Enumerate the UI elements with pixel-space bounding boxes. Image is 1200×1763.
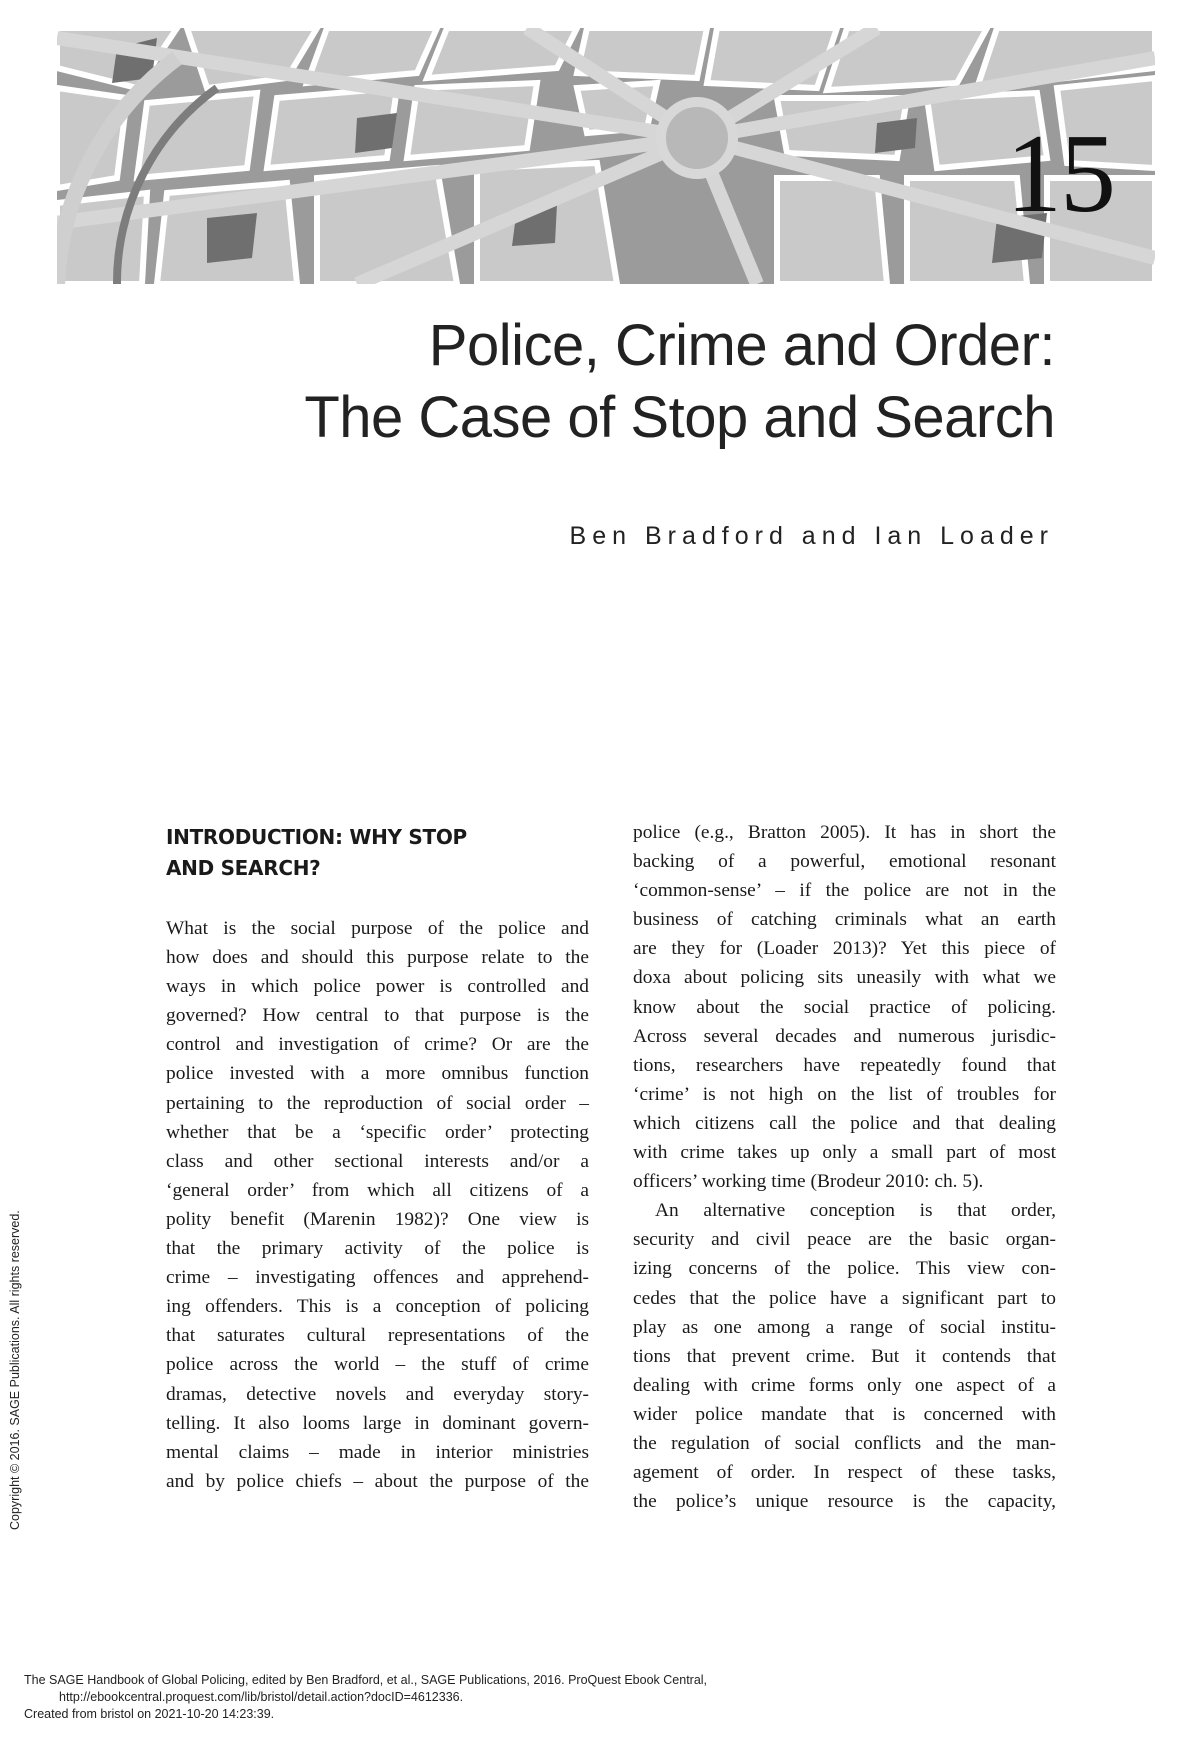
- body-line: cedes that the police have a significant part to: [633, 1287, 1056, 1309]
- section-heading-line-2: AND SEARCH?: [166, 856, 321, 880]
- body-line: security and civil peace are the basic organ-: [633, 1229, 1056, 1251]
- body-line: governed? How central to that purpose is the: [166, 1005, 589, 1027]
- body-line: officers’ working time (Brodeur 2010: ch. 5).: [633, 1171, 984, 1193]
- chapter-number: 15: [1006, 112, 1114, 236]
- body-line: tions that prevent crime. But it contends that: [633, 1345, 1056, 1367]
- body-line: agement of order. In respect of these tasks,: [633, 1462, 1056, 1484]
- body-line: and by police chiefs – about the purpose of the: [166, 1470, 589, 1492]
- body-line: dealing with crime forms only one aspect of a: [633, 1374, 1056, 1396]
- body-line: izing concerns of the police. This view con-: [633, 1258, 1056, 1280]
- chapter-authors: Ben Bradford and Ian Loader: [569, 522, 1054, 550]
- section-heading: [166, 822, 467, 884]
- citation-footer: [24, 1672, 707, 1723]
- body-line: business of catching criminals what an earth: [633, 909, 1056, 931]
- chapter-title: [304, 310, 1055, 454]
- body-line: backing of a powerful, emotional resonant: [633, 851, 1056, 873]
- body-line: that the primary activity of the police is: [166, 1238, 589, 1260]
- body-line: tions, researchers have repeatedly found that: [633, 1054, 1056, 1076]
- body-line: ways in which police power is controlled and: [166, 976, 589, 998]
- body-line: play as one among a range of social institu-: [633, 1316, 1056, 1338]
- body-line: Across several decades and numerous jurisdic-: [633, 1025, 1056, 1047]
- body-line: class and other sectional interests and/or a: [166, 1150, 589, 1172]
- chapter-title-line-2: The Case of Stop and Search: [304, 385, 1055, 450]
- body-line: police invested with a more omnibus function: [166, 1063, 589, 1085]
- body-line: telling. It also looms large in dominant govern-: [166, 1412, 589, 1434]
- side-copyright-notice: Copyright © 2016. SAGE Publications. All rights reserved.: [8, 1210, 22, 1530]
- body-line: know about the social practice of policing.: [633, 996, 1056, 1018]
- body-line: whether that be a ‘specific order’ protecting: [166, 1121, 589, 1143]
- body-line: doxa about policing sits uneasily with what we: [633, 967, 1056, 989]
- body-line: the regulation of social conflicts and the man-: [633, 1432, 1056, 1454]
- body-line: polity benefit (Marenin 1982)? One view is: [166, 1208, 589, 1230]
- body-line: which citizens call the police and that dealing: [633, 1112, 1056, 1134]
- body-line: how does and should this purpose relate to the: [166, 947, 589, 969]
- body-column-right: [633, 818, 1056, 1516]
- body-line: dramas, detective novels and everyday story-: [166, 1383, 589, 1405]
- footer-created-line: Created from bristol on 2021-10-20 14:23:39.: [24, 1707, 275, 1721]
- body-line: ‘common-sense’ – if the police are not in the: [633, 880, 1056, 902]
- chapter-banner-image: [57, 28, 1155, 284]
- body-line: the police’s unique resource is the capacity,: [633, 1491, 1056, 1513]
- body-line: crime – investigating offences and apprehend-: [166, 1267, 589, 1289]
- footer-citation-line: The SAGE Handbook of Global Policing, edited by Ben Bradford, et al., SAGE Publications, 2016. ProQuest Ebook Central,: [24, 1673, 708, 1687]
- body-column-left: [166, 914, 589, 1496]
- chapter-title-line-1: Police, Crime and Order:: [428, 313, 1055, 378]
- body-line: that saturates cultural representations of the: [166, 1325, 589, 1347]
- body-line: wider police mandate that is concerned with: [633, 1403, 1056, 1425]
- body-line: What is the social purpose of the police and: [166, 918, 589, 939]
- body-line: police across the world – the stuff of crime: [166, 1354, 589, 1376]
- body-line: mental claims – made in interior ministries: [166, 1441, 589, 1463]
- body-line: ing offenders. This is a conception of policing: [166, 1296, 589, 1318]
- footer-url-link[interactable]: http://ebookcentral.proquest.com/lib/bristol/detail.action?docID=4612336.: [59, 1690, 464, 1704]
- body-line: control and investigation of crime? Or are the: [166, 1034, 589, 1056]
- body-line: are they for (Loader 2013)? Yet this piece of: [633, 938, 1056, 960]
- section-heading-line-1: INTRODUCTION: WHY STOP: [166, 825, 467, 849]
- body-line: police (e.g., Bratton 2005). It has in short the: [633, 822, 1056, 843]
- body-line: pertaining to the reproduction of social order –: [166, 1092, 589, 1114]
- body-line: ‘crime’ is not high on the list of troubles for: [633, 1083, 1056, 1105]
- body-line: ‘general order’ from which all citizens of a: [166, 1179, 589, 1201]
- body-line: with crime takes up only a small part of most: [633, 1142, 1056, 1164]
- body-line: An alternative conception is that order,: [655, 1200, 1056, 1222]
